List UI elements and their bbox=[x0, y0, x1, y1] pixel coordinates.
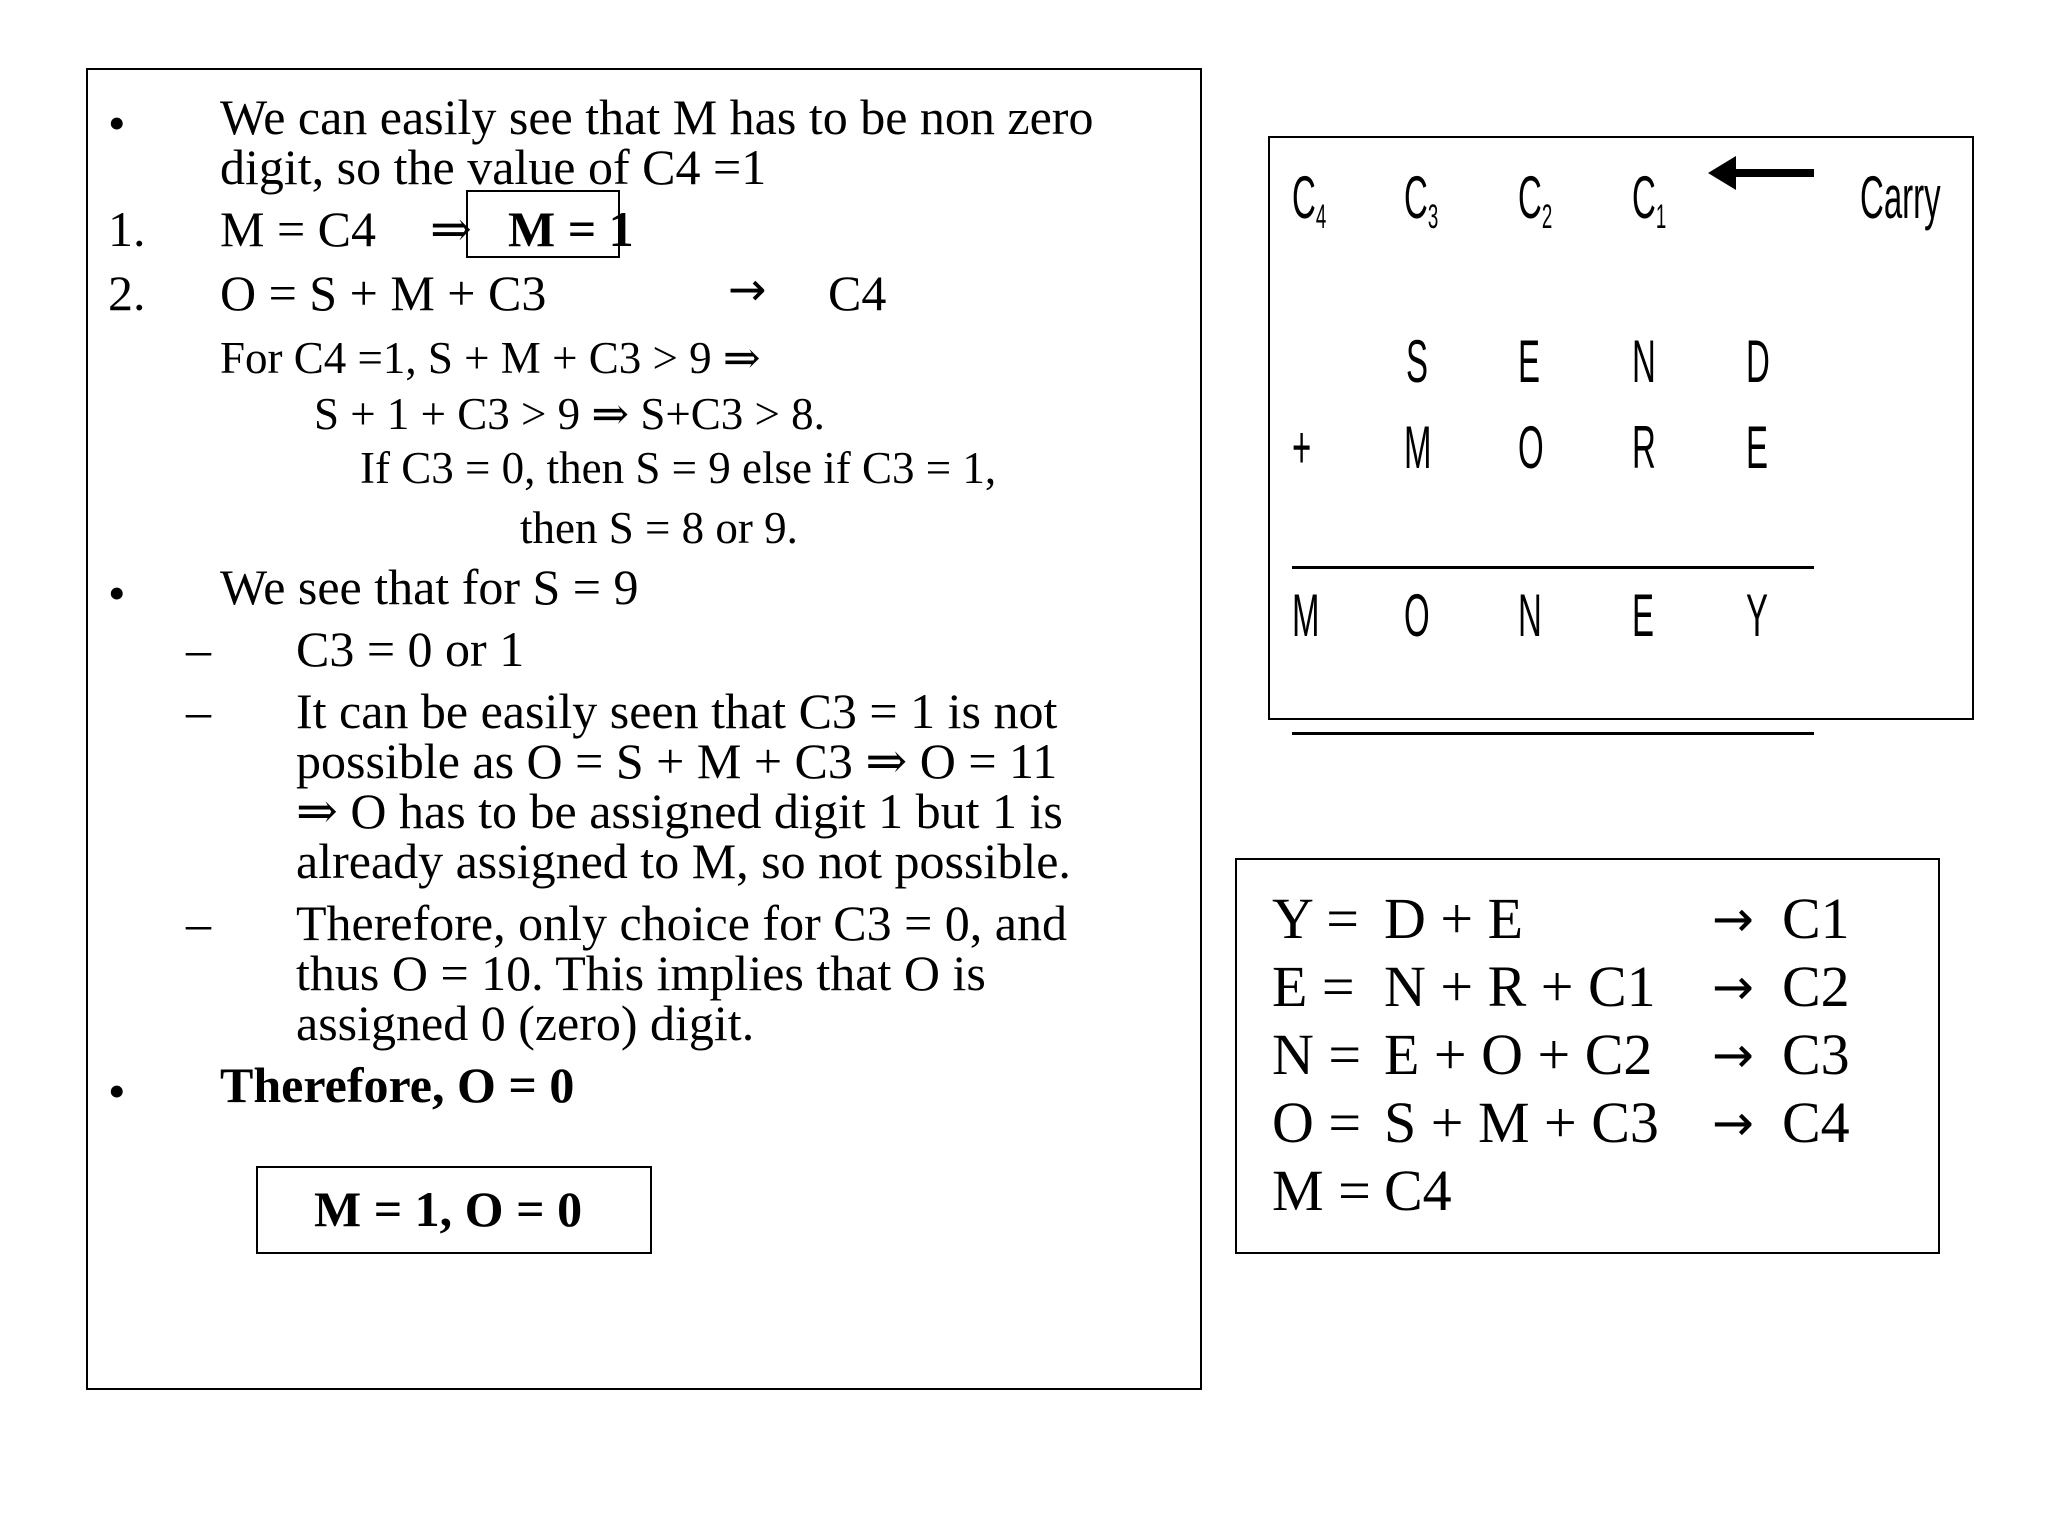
result-box-label: M = 1, O = 0 bbox=[314, 1181, 583, 1237]
send-letter-e: E bbox=[1518, 328, 1541, 395]
left-arrow-icon bbox=[1708, 152, 1820, 194]
carry-label: Carry bbox=[1860, 164, 1941, 231]
step-1-equation: M = C4 bbox=[220, 201, 377, 257]
dash: – bbox=[186, 683, 211, 739]
sub-line-4: then S = 8 or 9. bbox=[520, 503, 798, 553]
bullet: • bbox=[108, 1063, 126, 1119]
m-equals-one-label: M = 1 bbox=[508, 201, 634, 257]
sub-line-2: S + 1 + C3 > 9 ⇒ S+C3 > 8. bbox=[314, 389, 825, 439]
more-letter-o: O bbox=[1518, 414, 1544, 481]
dash-item-2-line-4: already assigned to M, so not possible. bbox=[296, 833, 1071, 889]
equation-lhs: O = bbox=[1272, 1090, 1362, 1155]
plus-sign: + bbox=[1292, 414, 1312, 481]
right-arrow-icon: → bbox=[1712, 1026, 1754, 1084]
equation-rhs: E + O + C2 bbox=[1384, 1022, 1653, 1087]
intro-line-1: We can easily see that M has to be non zero bbox=[220, 89, 1094, 145]
carry-head-c3: $C_3$ bbox=[1404, 164, 1439, 236]
step-2-result: C4 bbox=[828, 265, 887, 321]
intro-line-2: digit, so the value of C4 =1 bbox=[220, 139, 767, 195]
right-arrow-icon: → bbox=[1712, 958, 1754, 1016]
conclusion-line: Therefore, O = 0 bbox=[220, 1057, 575, 1113]
send-letter-d: D bbox=[1746, 328, 1770, 395]
more-letter-e: E bbox=[1746, 414, 1769, 481]
sum-line bbox=[1292, 566, 1814, 569]
see-s9-line: We see that for S = 9 bbox=[220, 559, 639, 615]
step-2-equation: O = S + M + C3 bbox=[220, 265, 547, 321]
equation-lhs: E = bbox=[1272, 954, 1355, 1019]
equation-carry: C1 bbox=[1782, 886, 1850, 951]
equation-lhs: Y = bbox=[1272, 886, 1359, 951]
money-letter-e: E bbox=[1632, 582, 1655, 649]
sub-line-3: If C3 = 0, then S = 9 else if C3 = 1, bbox=[360, 443, 997, 493]
money-letter-y: Y bbox=[1746, 582, 1769, 649]
right-arrow-icon: → bbox=[728, 262, 767, 316]
dash-item-2-line-3: ⇒ O has to be assigned digit 1 but 1 is bbox=[296, 783, 1063, 839]
equation-rhs: N + R + C1 bbox=[1384, 954, 1656, 1019]
equation-lhs: N = bbox=[1272, 1022, 1362, 1087]
equation-rhs: S + M + C3 bbox=[1384, 1090, 1659, 1155]
carry-head-c1: $C_1$ bbox=[1632, 164, 1667, 236]
sub-line-1: For C4 =1, S + M + C3 > 9 ⇒ bbox=[220, 333, 761, 383]
more-letter-m: M bbox=[1404, 414, 1432, 481]
send-letter-n: N bbox=[1632, 328, 1656, 395]
dash-item-2-line-1: It can be easily seen that C3 = 1 is not bbox=[296, 683, 1058, 739]
dash: – bbox=[186, 895, 211, 951]
money-letter-o: O bbox=[1404, 582, 1430, 649]
step-2-number: 2. bbox=[108, 265, 146, 321]
equation-lhs: M = bbox=[1272, 1158, 1371, 1223]
bullet: • bbox=[108, 95, 126, 151]
step-1-number: 1. bbox=[108, 201, 146, 257]
send-letter-s: S bbox=[1406, 328, 1429, 395]
money-letter-n: N bbox=[1518, 582, 1542, 649]
right-arrow-icon: → bbox=[1712, 1094, 1754, 1152]
equation-rhs: C4 bbox=[1384, 1158, 1452, 1223]
implies-symbol: ⇒ bbox=[430, 201, 472, 257]
equation-carry: C3 bbox=[1782, 1022, 1850, 1087]
bottom-rule bbox=[1292, 732, 1814, 735]
dash-item-3-line-2: thus O = 10. This implies that O is bbox=[296, 945, 986, 1001]
dash-item-1: C3 = 0 or 1 bbox=[296, 621, 525, 677]
dash-item-3-line-3: assigned 0 (zero) digit. bbox=[296, 995, 755, 1051]
dash-item-3-line-1: Therefore, only choice for C3 = 0, and bbox=[296, 895, 1067, 951]
carry-head-c4: $C_4$ bbox=[1292, 164, 1327, 236]
equation-carry: C2 bbox=[1782, 954, 1850, 1019]
right-arrow-icon: → bbox=[1712, 890, 1754, 948]
more-letter-r: R bbox=[1632, 414, 1656, 481]
carry-head-c2: $C_2$ bbox=[1518, 164, 1553, 236]
dash-item-2-line-2: possible as O = S + M + C3 ⇒ O = 11 bbox=[296, 733, 1058, 789]
bullet: • bbox=[108, 565, 126, 621]
dash: – bbox=[186, 621, 211, 677]
equation-rhs: D + E bbox=[1384, 886, 1524, 951]
equation-carry: C4 bbox=[1782, 1090, 1850, 1155]
money-letter-m: M bbox=[1292, 582, 1320, 649]
